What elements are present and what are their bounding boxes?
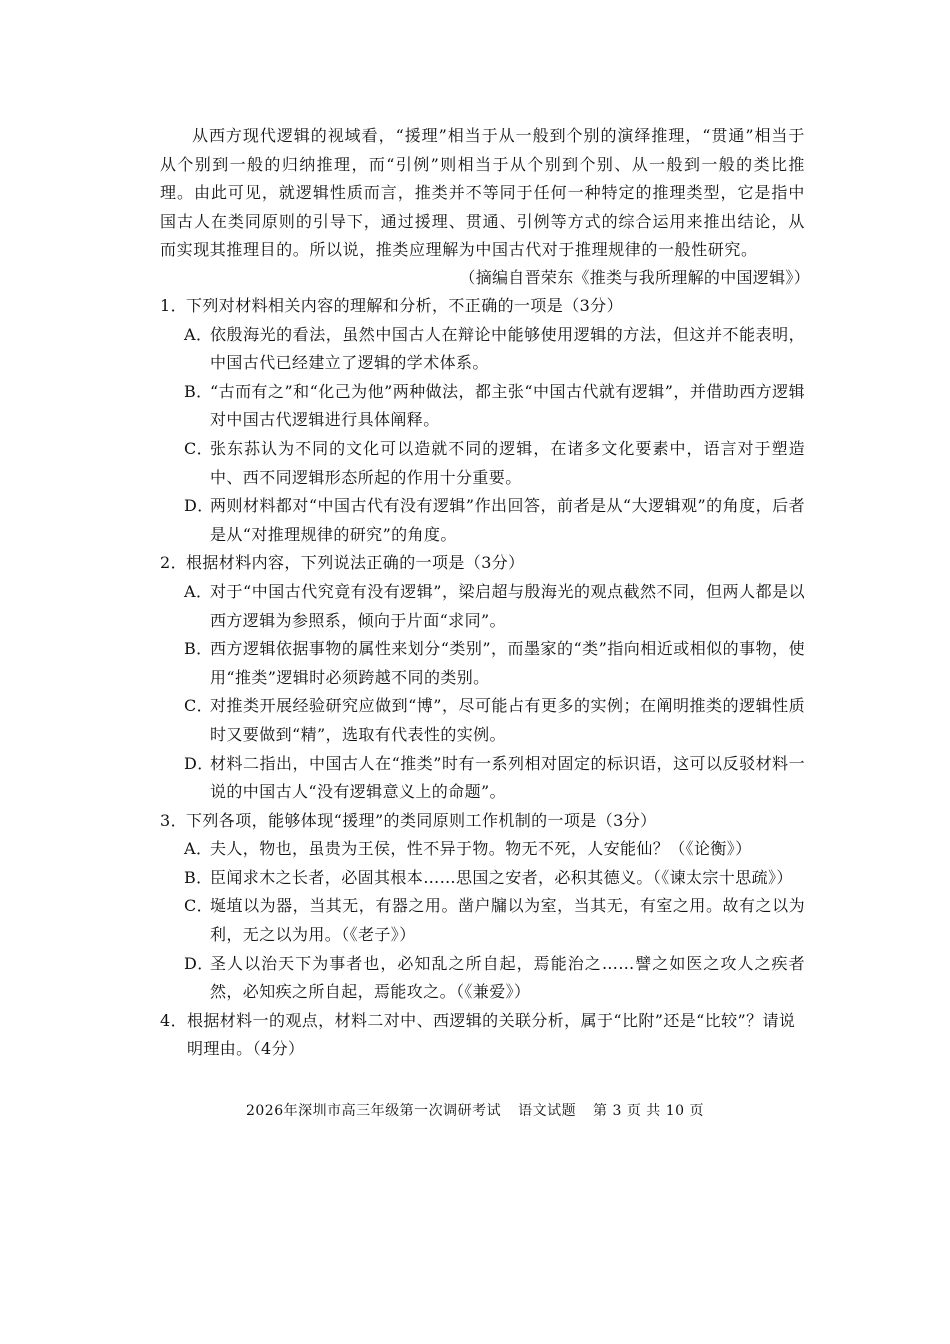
option-b: [160, 378, 805, 435]
option-text: 西方逻辑依据事物的属性来划分“类别”，而墨家的“类”指向相近或相似的事物，使用“推类”逻辑时必须跨越不同的类别。: [210, 639, 805, 687]
question-stem: [160, 292, 805, 321]
question-text: 根据材料内容，下列说法正确的一项是（3分）: [186, 553, 525, 573]
question-3: [160, 807, 805, 1007]
option-letter: D．: [184, 753, 214, 773]
option-c: [160, 692, 805, 749]
question-number: 2．: [160, 553, 187, 573]
option-letter: C．: [184, 896, 214, 916]
option-a: [160, 578, 805, 635]
option-d: [160, 750, 805, 807]
option-text: 夫人，物也，虽贵为王侯，性不异于物。物无不死，人安能仙？（《论衡》）: [210, 839, 752, 859]
option-b: [160, 635, 805, 692]
footer-page-number: 第 3 页 共 10 页: [593, 1103, 705, 1119]
option-d: [160, 492, 805, 549]
option-text: 臣闻求木之长者，必固其根本……思国之安者，必积其德义。（《谏太宗十思疏》）: [210, 867, 793, 887]
option-b: [160, 864, 805, 893]
option-c: [160, 892, 805, 949]
question-text: 下列各项，能够体现“援理”的类同原则工作机制的一项是（3分）: [186, 810, 657, 830]
option-a: [160, 321, 805, 378]
option-text: 张东荪认为不同的文化可以造就不同的逻辑，在诸多文化要素中，语言对于塑造中、西不同逻辑形态所起的作用十分重要。: [210, 438, 805, 487]
option-letter: A．: [184, 839, 213, 859]
option-letter: B．: [184, 867, 213, 887]
option-text: 材料二指出，中国古人在“推类”时有一系列相对固定的标识语，这可以反驳材料一说的中国古人“没有逻辑意义上的命题”。: [210, 753, 805, 802]
option-text: 对于“中国古代究竟有没有逻辑”，梁启超与殷海光的观点截然不同，但两人都是以西方逻辑为参照系，倾向于片面“求同”。: [210, 581, 805, 630]
option-letter: D．: [184, 953, 214, 973]
footer-subject: 语文试题: [518, 1103, 577, 1119]
option-text: “古而有之”和“化己为他”两种做法，都主张“中国古代就有逻辑”，并借助西方逻辑对中国古代逻辑进行具体阐释。: [210, 381, 805, 430]
option-letter: C．: [184, 696, 214, 716]
option-text: 圣人以治天下为事者也，必知乱之所自起，焉能治之……譬之如医之攻人之疾者然，必知疾之所自起，焉能攻之。（《兼爱》）: [210, 953, 805, 1002]
option-text: 两则材料都对“中国古代有没有逻辑”作出回答，前者是从“大逻辑观”的角度，后者是从“对推理规律的研究”的角度。: [210, 496, 805, 544]
option-text: 埏埴以为器，当其无，有器之用。凿户牖以为室，当其无，有室之用。故有之以为利，无之以为用。（《老子》）: [210, 896, 805, 945]
question-2: [160, 549, 805, 806]
question-4: [160, 1007, 805, 1064]
option-letter: C．: [184, 438, 214, 458]
option-letter: B．: [184, 381, 213, 401]
option-letter: B．: [184, 639, 213, 659]
option-d: [160, 950, 805, 1007]
option-letter: A．: [184, 581, 213, 601]
option-text: 依殷海光的看法，虽然中国古人在辩论中能够使用逻辑的方法，但这并不能表明，中国古代已经建立了逻辑的学术体系。: [210, 324, 805, 373]
question-stem: [160, 1007, 805, 1064]
question-number: 3．: [160, 810, 187, 830]
option-letter: A．: [184, 324, 213, 344]
question-list: [160, 292, 805, 1064]
question-1: [160, 292, 805, 549]
page-footer: [0, 1101, 950, 1121]
question-text: 下列对材料相关内容的理解和分析，不正确的一项是（3分）: [186, 296, 623, 315]
option-letter: D．: [184, 496, 214, 516]
option-c: [160, 435, 805, 492]
passage-source: （摘编自晋荣东《推类与我所理解的中国逻辑》）: [459, 268, 810, 287]
question-number: 4．: [160, 1010, 187, 1030]
passage-paragraph: 从西方现代逻辑的视域看，“援理”相当于从一般到个别的演绎推理，“贯通”相当于从个别到一般的归纳推理，而“引例”则相当于从个别到个别、从一般到一般的类比推理。由此可见，就逻辑性质而言，推类并不等同于任何一种特定的推理类型，它是指中国古人在类同原则的引导下，通过援理、贯通、引例等方式的综合运用来推出结论，从而实现其推理目的。所以说，推类应理解为中国古代对于推理规律的一般性研究。: [160, 126, 805, 260]
question-stem: [160, 549, 805, 578]
question-text: 根据材料一的观点，材料二对中、西逻辑的关联分析，属于“比附”还是“比较”？请说明理由。（4分）: [186, 1010, 796, 1059]
question-stem: [160, 807, 805, 836]
option-text: 对推类开展经验研究应做到“博”，尽可能占有更多的实例；在阐明推类的逻辑性质时又要做到“精”，选取有代表性的实例。: [210, 696, 805, 744]
footer-exam-title: 2026年深圳市高三年级第一次调研考试: [245, 1103, 502, 1119]
question-number: 1．: [160, 296, 187, 315]
option-a: [160, 835, 805, 864]
